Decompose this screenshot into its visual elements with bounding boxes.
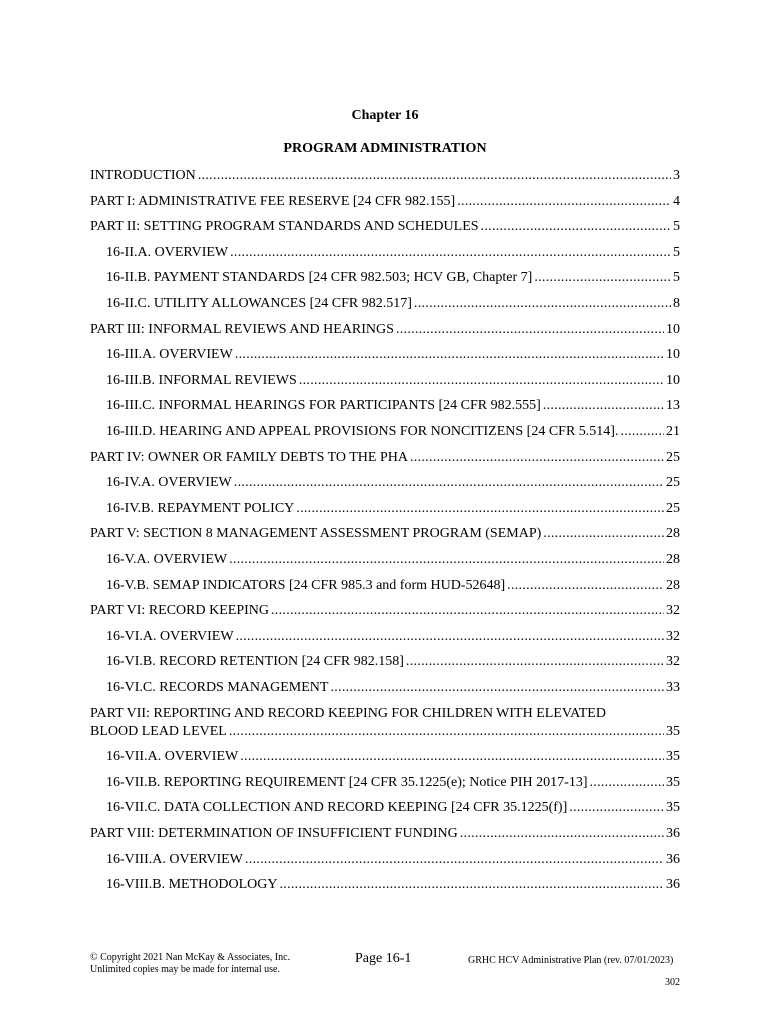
toc-page-number: 4: [673, 193, 680, 209]
toc-page-number: 36: [666, 877, 680, 893]
toc-page-number: 5: [673, 219, 680, 235]
toc-entry-label: 16-VII.B. REPORTING REQUIREMENT [24 CFR 35.1225(e); Notice PIH 2017-13]: [106, 774, 588, 790]
toc-page-number: 28: [666, 577, 680, 593]
toc-leader-dots: [569, 798, 664, 818]
toc-leader-dots: [236, 627, 664, 647]
toc-page-number: 35: [666, 800, 680, 816]
toc-leader-dots: [396, 320, 664, 340]
toc-entry[interactable]: [90, 166, 680, 186]
toc-subentry[interactable]: [106, 773, 680, 793]
toc-leader-dots: [271, 601, 664, 621]
toc-page-number: 13: [666, 398, 680, 414]
toc-entry-label: BLOOD LEAD LEVEL: [90, 723, 227, 739]
toc-subentry[interactable]: [106, 747, 680, 767]
copyright-line-2: Unlimited copies may be made for internal use.: [90, 964, 280, 975]
toc-leader-dots: [245, 850, 664, 870]
toc-entry-label: INTRODUCTION: [90, 168, 196, 183]
toc-subentry[interactable]: [106, 550, 680, 570]
toc-subentry[interactable]: [106, 294, 680, 314]
toc-leader-dots: [240, 747, 664, 767]
toc-entry-label: PART II: SETTING PROGRAM STANDARDS AND SCHEDULES: [90, 219, 479, 235]
toc-leader-dots: [543, 396, 664, 416]
toc-leader-dots: [406, 652, 664, 672]
toc-page-number: 10: [666, 372, 680, 388]
toc-entry[interactable]: [90, 722, 680, 742]
toc-leader-dots: [460, 824, 664, 844]
toc-leader-dots: [481, 217, 671, 237]
toc-leader-dots: [589, 773, 664, 793]
chapter-title: PROGRAM ADMINISTRATION: [283, 141, 487, 156]
toc-entry-label: 16-VII.A. OVERVIEW: [106, 749, 239, 765]
document-page-number: 302: [665, 977, 680, 988]
toc-subentry[interactable]: [106, 850, 680, 870]
toc-entry[interactable]: [90, 320, 680, 340]
toc-leader-dots: [296, 499, 664, 519]
toc-leader-dots: [234, 473, 664, 493]
toc-entry-label: 16-III.D. HEARING AND APPEAL PROVISIONS FOR NONCITIZENS [24 CFR 5.514].: [106, 424, 619, 439]
toc-subentry[interactable]: [106, 473, 680, 493]
toc-subentry[interactable]: [106, 371, 680, 391]
toc-page-number: 35: [666, 723, 680, 739]
toc-leader-dots: [235, 345, 664, 365]
toc-entry-label: PART V: SECTION 8 MANAGEMENT ASSESSMENT PROGRAM (SEMAP): [90, 526, 542, 542]
toc-page-number: 3: [673, 168, 680, 183]
toc-leader-dots: [330, 678, 664, 698]
toc-entry-label: 16-VI.C. RECORDS MANAGEMENT: [106, 680, 329, 695]
toc-page-number: 28: [666, 552, 680, 567]
toc-entry[interactable]: [90, 601, 680, 621]
toc-leader-dots: [534, 268, 671, 288]
toc-subentry[interactable]: [106, 652, 680, 672]
toc-page-number: 10: [666, 347, 680, 363]
toc-entry-label: 16-II.A. OVERVIEW: [106, 244, 229, 260]
toc-entry-label: 16-III.C. INFORMAL HEARINGS FOR PARTICIPANTS [24 CFR 982.555]: [106, 398, 541, 414]
toc-entry-label: 16-II.C. UTILITY ALLOWANCES [24 CFR 982.517]: [106, 296, 412, 311]
toc-entry-label: 16-V.A. OVERVIEW: [106, 552, 228, 567]
toc-leader-dots: [507, 576, 664, 596]
toc-leader-dots: [414, 294, 671, 314]
toc-entry-label: PART VIII: DETERMINATION OF INSUFFICIENT FUNDING: [90, 826, 458, 841]
toc-entry-label: 16-III.A. OVERVIEW: [106, 347, 233, 363]
toc-page-number: 33: [666, 680, 680, 695]
toc-page-number: 5: [673, 244, 680, 260]
plan-revision: GRHC HCV Administrative Plan (rev. 07/01/2023): [468, 955, 674, 966]
toc-entry-label: 16-IV.A. OVERVIEW: [106, 475, 232, 491]
toc-page-number: 8: [673, 296, 680, 311]
toc-leader-dots: [198, 166, 671, 186]
toc-page-number: 35: [666, 774, 680, 790]
chapter-heading: Chapter 16: [351, 108, 419, 123]
copyright-line-1: © Copyright 2021 Nan McKay & Associates, Inc.: [90, 952, 291, 963]
toc-entry-label: 16-VI.B. RECORD RETENTION [24 CFR 982.158]: [106, 654, 404, 670]
toc-subentry[interactable]: [106, 345, 680, 365]
toc-entry[interactable]: [90, 217, 680, 237]
toc-entry-label: 16-V.B. SEMAP INDICATORS [24 CFR 985.3 and form HUD-52648]: [106, 577, 506, 593]
toc-page-number: 5: [673, 270, 680, 286]
toc-page-number: 32: [666, 603, 680, 619]
toc-page-number: 36: [666, 851, 680, 867]
toc-page-number: 25: [666, 475, 680, 491]
toc-page-number: 10: [666, 321, 680, 337]
toc-entry-label: 16-VII.C. DATA COLLECTION AND RECORD KEEPING [24 CFR 35.1225(f)]: [106, 800, 568, 816]
toc-page-number: 21: [666, 424, 680, 439]
toc-entry-label: 16-III.B. INFORMAL REVIEWS: [106, 372, 297, 388]
toc-page-number: 28: [666, 526, 680, 542]
toc-page-number: 36: [666, 826, 680, 841]
toc-leader-dots: [279, 875, 664, 895]
page-label: Page 16-1: [355, 951, 412, 966]
toc-subentry[interactable]: [106, 875, 680, 895]
toc-subentry[interactable]: [106, 396, 680, 416]
toc-entry-label: 16-IV.B. REPAYMENT POLICY: [106, 500, 295, 516]
toc-entry-label: 16-VIII.A. OVERVIEW: [106, 851, 243, 867]
toc-entry[interactable]: [90, 524, 680, 544]
toc-entry-label: PART I: ADMINISTRATIVE FEE RESERVE [24 CFR 982.155]: [90, 193, 456, 209]
toc-page-number: 32: [666, 628, 680, 644]
toc-subentry[interactable]: [106, 798, 680, 818]
toc-leader-dots: [543, 524, 664, 544]
toc-entry[interactable]: [90, 824, 680, 844]
toc-entry-label: PART VI: RECORD KEEPING: [90, 603, 269, 619]
toc-leader-dots: [620, 422, 664, 442]
toc-entry-label: 16-VI.A. OVERVIEW: [106, 628, 234, 644]
toc-entry[interactable]: [90, 192, 680, 212]
toc-leader-dots: [299, 371, 664, 391]
toc-entry-label: PART IV: OWNER OR FAMILY DEBTS TO THE PHA: [90, 449, 408, 465]
toc-page-number: 32: [666, 654, 680, 670]
toc-page-number: 25: [666, 500, 680, 516]
toc-subentry[interactable]: [106, 627, 680, 647]
toc-subentry[interactable]: [106, 499, 680, 519]
toc-leader-dots: [410, 448, 664, 468]
toc-entry[interactable]: [90, 448, 680, 468]
toc-entry-label: 16-VIII.B. METHODOLOGY: [106, 877, 278, 893]
toc-subentry[interactable]: [106, 268, 680, 288]
copyright-notice: [90, 952, 290, 976]
toc-leader-dots: [457, 192, 671, 212]
toc-leader-dots: [229, 722, 664, 742]
toc-subentry[interactable]: [106, 678, 680, 698]
toc-page-number: 35: [666, 749, 680, 765]
toc-subentry[interactable]: [106, 576, 680, 596]
toc-entry-label: 16-II.B. PAYMENT STANDARDS [24 CFR 982.503; HCV GB, Chapter 7]: [106, 270, 533, 286]
toc-subentry[interactable]: [106, 243, 680, 263]
toc-leader-dots: [229, 550, 664, 570]
toc-leader-dots: [230, 243, 671, 263]
toc-entry-label: PART III: INFORMAL REVIEWS AND HEARINGS: [90, 321, 394, 337]
toc-subentry[interactable]: [106, 422, 680, 442]
toc-entry-first-line: PART VII: REPORTING AND RECORD KEEPING FOR CHILDREN WITH ELEVATED: [90, 705, 606, 721]
toc-page-number: 25: [666, 449, 680, 465]
